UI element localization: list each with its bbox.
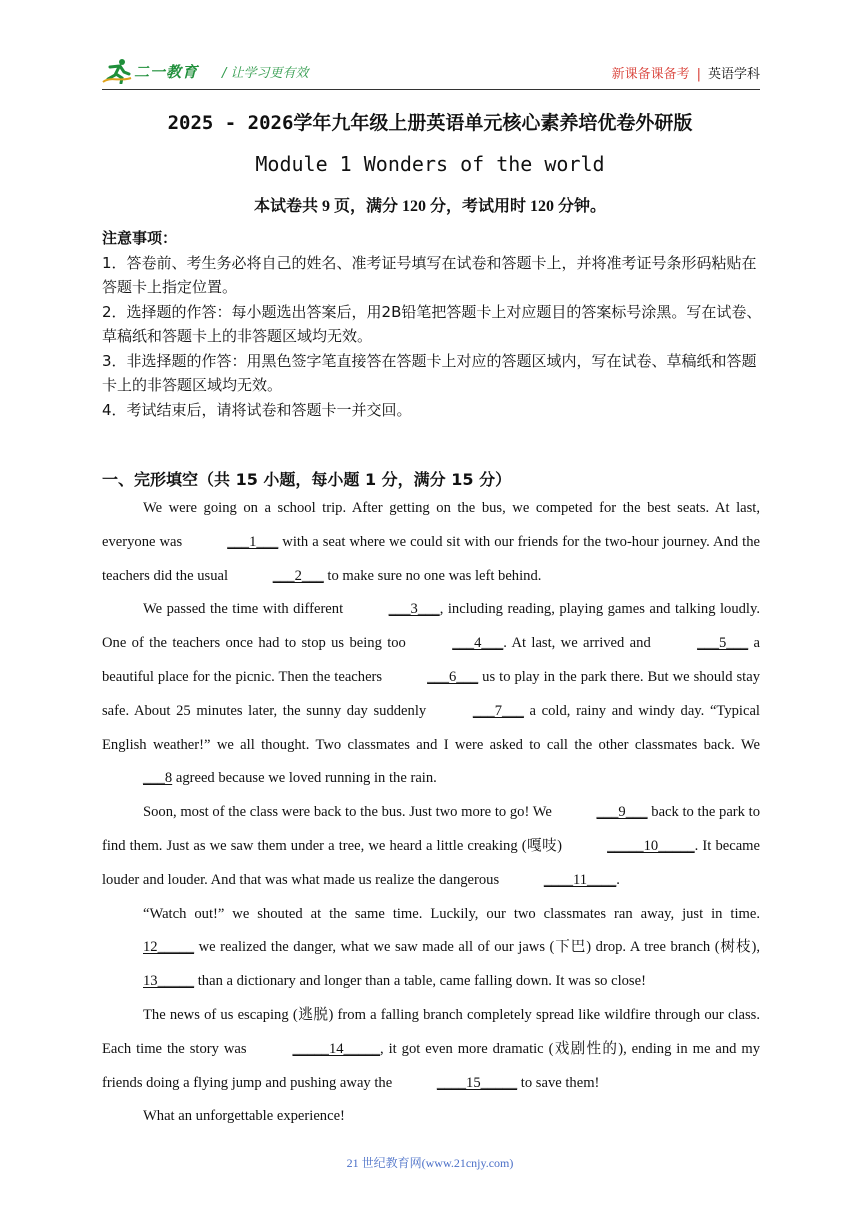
blank-3: ___3___ xyxy=(388,601,440,618)
header-separator: | xyxy=(696,67,701,82)
notes-title: 注意事项： xyxy=(102,229,178,247)
blank-12: 12_____ xyxy=(143,939,195,956)
page-footer: 21 世纪教育网(www.21cnjy.com) xyxy=(346,1156,514,1170)
blank-11: ____11____ xyxy=(543,871,617,888)
note-item: 4．考试结束后，请将试卷和答题卡一并交回。 xyxy=(102,400,412,419)
header-subject-label: 英语学科 xyxy=(707,67,760,82)
cloze-passage xyxy=(102,492,760,1134)
page-header xyxy=(102,58,760,88)
blank-6: ___6___ xyxy=(427,668,479,685)
blank-2: ___2___ xyxy=(272,567,324,584)
paragraph-3: Soon, most of the class were back to the bus. Just two more to go! We ___9___ back to the park to find them. Just as we saw them under a tree, we heard a little creaking (嘎吱) _____10_____. It became louder and louder. And that was what made us realize the dangerous ____11____. xyxy=(102,796,760,897)
page-subtitle: Module 1 Wonders of the world xyxy=(255,152,605,176)
blank-14: _____14_____ xyxy=(292,1040,381,1057)
blank-7: ___7___ xyxy=(472,702,524,719)
note-item: 1．答卷前、考生务必将自己的姓名、准考证号填写在试卷和答题卡上，并将准考证号条形码粘贴在答题卡上指定位置。 xyxy=(102,253,757,296)
slogan: / 让学习更有效 xyxy=(222,66,309,81)
paragraph-6: What an unforgettable experience! xyxy=(143,1108,345,1125)
note-item: 2．选择题的作答：每小题选出答案后，用2B铅笔把答题卡上对应题目的答案标号涂黑。写在试卷、草稿纸和答题卡上的非答题区域均无效。 xyxy=(102,302,762,345)
paragraph-4: “Watch out!” we shouted at the same time. Luckily, our two classmates ran away, just in time. 12_____ we realized the danger, what we saw made all of our jaws (下巴) drop. A tree branch (树枝), 13_____ than a dictionary and longer than a table, came falling down. It was so close! xyxy=(102,898,760,999)
header-divider xyxy=(102,89,760,90)
exam-info: 本试卷共 9 页，满分 120 分，考试用时 120 分钟。 xyxy=(253,198,606,215)
brand-logo xyxy=(102,58,198,84)
blank-15: ____15_____ xyxy=(436,1074,518,1091)
paragraph-2: We passed the time with different ___3___, including reading, playing games and talking loudly. One of the teachers once had to stop us being too ___4___. At last, we arrived and ___5___ a beautiful place for the picnic. Then the teachers ___6___ us to play in the park there. But we should stay safe. About 25 minutes later, the sunny day suddenly ___7___ a cold, rainy and windy day. “Typical English weather!” we all thought. Two classmates and I were asked to call the other classmates back. We ___8 agreed because we loved running in the rain. xyxy=(102,593,760,796)
notes-section xyxy=(102,226,762,422)
blank-8: ___8 xyxy=(143,770,173,787)
header-course-label: 新课备课备考 xyxy=(611,67,690,82)
paragraph-1: We were going on a school trip. After getting on the bus, we competed for the best seats. At last, everyone was ___1___ with a seat where we could sit with our friends for the two-hour journey. And the teachers did the usual ___2___ to make sure no one was left behind. xyxy=(102,492,760,593)
header-right xyxy=(612,63,760,82)
note-item: 3．非选择题的作答：用黑色签字笔直接答在答题卡上对应的答题区域内，写在试卷、草稿纸和答题卡上的非答题区域均无效。 xyxy=(102,351,757,394)
logo-text: 二一教育 xyxy=(134,62,199,81)
blank-9: ___9___ xyxy=(596,804,648,821)
runner-logo-icon xyxy=(102,58,132,84)
blank-4: ___4___ xyxy=(452,635,504,652)
blank-5: ___5___ xyxy=(697,635,749,652)
paragraph-5: The news of us escaping (逃脱) from a falling branch completely spread like wildfire through our class. Each time the story was _____14_____, it got even more dramatic (戏剧性的), ending in me and my friends doing a flying jump and pushing away the ____15_____ to save them! xyxy=(102,999,760,1100)
section-title: 一、完形填空（共 15 小题，每小题 1 分，满分 15 分） xyxy=(102,470,512,489)
blank-10: _____10_____ xyxy=(607,837,695,854)
blank-13: 13_____ xyxy=(143,973,195,990)
page-title: 2025 - 2026学年九年级上册英语单元核心素养培优卷外研版 xyxy=(167,112,693,134)
blank-1: ___1___ xyxy=(227,533,279,550)
